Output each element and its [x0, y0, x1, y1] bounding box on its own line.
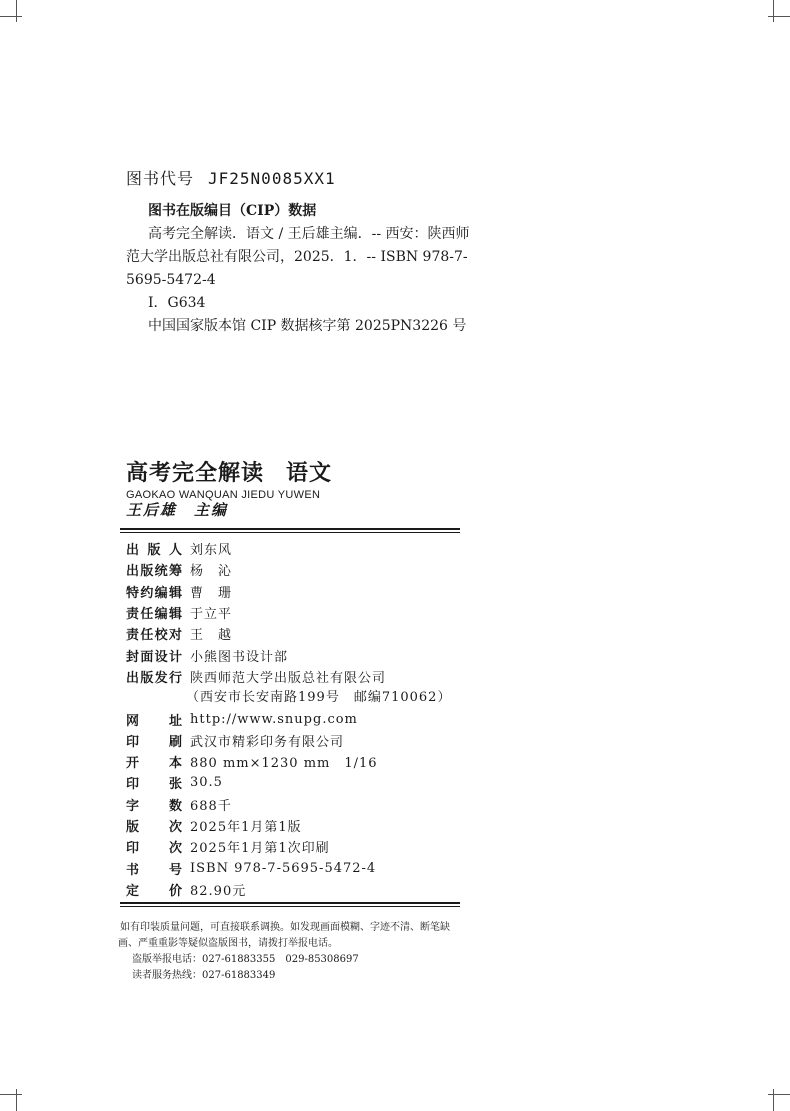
notice-text: 如有印装质量问题，可直接联系调换。如发现画面模糊、字迹不清、断笔缺画、严重重影等疑似盗版图书，请拨打举报电话。 — [118, 922, 450, 949]
crop-mark — [0, 1094, 22, 1095]
info-row — [126, 815, 466, 836]
notice-block — [118, 920, 468, 984]
info-row — [126, 730, 466, 751]
service-hotline: 读者服务热线：027-61883349 — [132, 970, 276, 981]
info-value: 2025年1月第1版 — [190, 820, 302, 835]
info-row — [126, 559, 466, 580]
info-row — [126, 794, 466, 815]
info-row — [126, 879, 466, 900]
cip-block — [126, 200, 476, 338]
info-label: 字 数 — [126, 798, 182, 814]
info-row — [126, 708, 466, 729]
info-value: 杨 沁 — [190, 564, 233, 580]
info-label: 封 面 设 计 — [126, 649, 182, 665]
info-value: 880 mm×1230 mm 1/16 — [190, 756, 378, 772]
crop-mark — [773, 0, 774, 22]
crop-mark — [16, 0, 17, 22]
info-label: 印 次 — [126, 841, 182, 857]
info-label: 特 约 编 辑 — [126, 585, 182, 601]
info-row — [126, 602, 466, 623]
info-label: 出 版 统 筹 — [126, 564, 182, 580]
info-value: 刘东风 — [190, 543, 233, 559]
book-code-value: JF25N0085XX1 — [208, 169, 336, 188]
info-row — [126, 623, 466, 644]
info-value: 688千 — [190, 798, 232, 814]
info-row — [126, 772, 466, 793]
info-value: ISBN 978-7-5695-5472-4 — [190, 860, 377, 876]
info-value: 于立平 — [190, 607, 233, 623]
divider-top — [120, 528, 460, 533]
publisher-address: （西安市长安南路199号 邮编710062） — [186, 690, 452, 706]
info-row — [126, 836, 466, 857]
info-row — [126, 857, 466, 878]
info-value: 王 越 — [190, 628, 233, 644]
info-label: 出 版 发 行 — [126, 670, 182, 686]
book-title-main: 高考完全解读 — [126, 461, 265, 486]
info-row — [126, 581, 466, 602]
cip-classification: Ⅰ．G634 — [148, 295, 206, 311]
book-code-line — [126, 166, 336, 189]
divider-bottom — [120, 902, 460, 907]
book-title-subject: 语文 — [286, 461, 333, 486]
book-title-block — [126, 456, 332, 501]
info-value: 武汉市精彩印务有限公司 — [190, 734, 345, 750]
info-label: 印 张 — [126, 777, 182, 793]
info-label: 版 次 — [126, 820, 182, 835]
book-editor: 王后雄 主编 — [126, 501, 229, 519]
info-value: 2025年1月第1次印刷 — [190, 841, 330, 857]
cip-heading: 图书在版编目（CIP）数据 — [148, 203, 317, 219]
publication-info-table — [126, 538, 466, 900]
book-title — [126, 456, 332, 487]
info-label: 定 价 — [126, 883, 182, 899]
info-row — [126, 538, 466, 559]
info-value: 82.90元 — [190, 883, 247, 899]
website-link[interactable]: http://www.snupg.com — [190, 711, 358, 727]
info-label: 出 版 人 — [126, 543, 182, 559]
piracy-hotline: 盗版举报电话：027-61883355 029-85308697 — [132, 954, 359, 965]
info-label: 责 任 编 辑 — [126, 607, 182, 623]
info-row — [126, 644, 466, 665]
info-row — [126, 666, 466, 687]
info-value: 30.5 — [190, 775, 223, 791]
cip-body: 高考完全解读．语文 / 王后雄主编．-- 西安：陕西师范大学出版总社有限公司，2025．1．-- ISBN 978-7-5695-5472-4 — [126, 226, 470, 288]
crop-mark — [768, 1094, 790, 1095]
info-value: 小熊图书设计部 — [190, 649, 289, 665]
info-label: 印 刷 — [126, 734, 182, 750]
crop-mark — [0, 16, 22, 17]
info-label: 书 号 — [126, 862, 182, 878]
crop-mark — [16, 1089, 17, 1111]
info-label: 网 址 — [126, 713, 182, 729]
cip-record: 中国国家版本馆 CIP 数据核字第 2025PN3226 号 — [148, 318, 467, 334]
info-label: 责 任 校 对 — [126, 628, 182, 644]
book-title-pinyin: GAOKAO WANQUAN JIEDU YUWEN — [126, 489, 321, 501]
info-value: 曹 珊 — [190, 585, 233, 601]
info-value: 陕西师范大学出版总社有限公司 — [190, 670, 387, 686]
info-label: 开 本 — [126, 756, 182, 772]
crop-mark — [773, 1089, 774, 1111]
info-row — [126, 751, 466, 772]
book-code-label: 图书代号 — [126, 169, 195, 188]
crop-mark — [768, 16, 790, 17]
